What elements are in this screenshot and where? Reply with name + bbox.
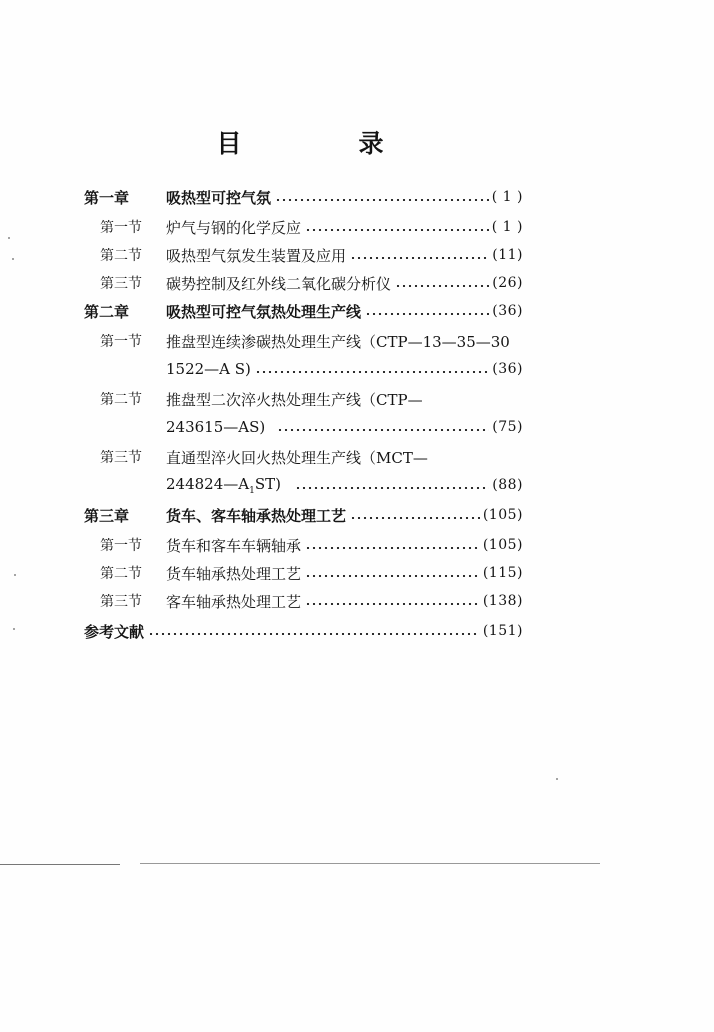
- scan-speck: [13, 628, 15, 630]
- dot-leader: [305, 229, 489, 231]
- toc-section-1-2[interactable]: [100, 244, 523, 266]
- section-label: 第三节: [100, 450, 142, 466]
- dot-leader: [305, 575, 480, 577]
- toc-section-1-1[interactable]: [100, 216, 523, 238]
- section-title: 推盘型连续渗碳热处理生产线（CTP—13—35—30: [166, 332, 510, 351]
- dot-leader: [395, 285, 489, 287]
- scan-speck: [14, 574, 16, 576]
- section-label: 第一节: [100, 220, 142, 236]
- toc-chapter-3[interactable]: [84, 504, 523, 526]
- scan-speck: [556, 778, 558, 780]
- page-number: ( 1 ): [491, 189, 523, 205]
- dot-leader: [305, 547, 480, 549]
- section-label: 第二节: [100, 392, 142, 408]
- page-number: (88): [492, 477, 523, 493]
- page-number: (11): [492, 247, 523, 263]
- page-number: (26): [492, 275, 523, 291]
- dot-leader: [148, 633, 480, 635]
- toc-chapter-1[interactable]: [84, 186, 523, 208]
- dot-leader: [350, 257, 489, 259]
- section-label: 第一节: [100, 538, 142, 554]
- section-label: 第三节: [100, 276, 142, 292]
- page-title: 目 录: [216, 129, 430, 158]
- chapter-title: 吸热型可控气氛: [166, 188, 272, 207]
- references-title: 参考文献: [84, 622, 145, 641]
- section-label: 第二节: [100, 566, 142, 582]
- toc-section-2-2-cont[interactable]: [166, 416, 523, 438]
- page-number: (138): [482, 593, 523, 609]
- page-number: (36): [492, 303, 523, 319]
- chapter-label: 第三章: [84, 506, 130, 525]
- section-label: 第三节: [100, 594, 142, 610]
- page-number: ( 1 ): [491, 219, 523, 235]
- chapter-label: 第二章: [84, 302, 130, 321]
- toc-section-3-1[interactable]: [100, 534, 523, 556]
- page-number: (105): [482, 507, 523, 523]
- scan-speck: [8, 237, 10, 239]
- section-title: 推盘型二次淬火热处理生产线（CTP—: [166, 390, 423, 409]
- toc-section-2-1-cont[interactable]: [166, 358, 523, 380]
- dot-leader: [305, 603, 480, 605]
- section-title-continued: 243615—AS): [166, 418, 266, 436]
- section-title: 货车和客车车辆轴承: [166, 536, 302, 555]
- toc-section-3-2[interactable]: [100, 562, 523, 584]
- scan-artifact-line: [0, 864, 120, 865]
- toc-section-2-3[interactable]: [100, 446, 523, 468]
- section-title: 炉气与钢的化学反应: [166, 218, 302, 237]
- toc-section-2-3-cont[interactable]: [166, 474, 523, 496]
- toc-references[interactable]: [84, 620, 523, 642]
- toc-section-1-3[interactable]: [100, 272, 523, 294]
- dot-leader: [275, 199, 489, 201]
- chapter-title: 吸热型可控气氛热处理生产线: [166, 302, 362, 321]
- section-title-continued: $244824—A_1ST$): [166, 474, 281, 496]
- section-title: 直通型淬火回火热处理生产线（MCT—: [166, 448, 428, 467]
- page-number: (105): [482, 537, 523, 553]
- toc-section-2-1[interactable]: [100, 330, 523, 352]
- dot-leader: [295, 487, 489, 489]
- section-title: 货车轴承热处理工艺: [166, 564, 302, 583]
- toc-section-2-2[interactable]: [100, 388, 523, 410]
- section-label: 第一节: [100, 334, 142, 350]
- page-number: (151): [482, 623, 523, 639]
- scan-artifact-line: [140, 863, 600, 864]
- section-title: 碳势控制及红外线二氧化碳分析仪: [166, 274, 392, 293]
- toc-section-3-3[interactable]: [100, 590, 523, 612]
- dot-leader: [255, 371, 489, 373]
- chapter-title: 货车、客车轴承热处理工艺: [166, 506, 347, 525]
- section-title-continued: 1522—A S): [166, 360, 251, 378]
- section-label: 第二节: [100, 248, 142, 264]
- section-title: 客车轴承热处理工艺: [166, 592, 302, 611]
- dot-leader: [350, 517, 480, 519]
- dot-leader: [277, 429, 489, 431]
- chapter-label: 第一章: [84, 188, 130, 207]
- page-number: (75): [492, 419, 523, 435]
- scan-speck: [12, 258, 14, 260]
- page-number: (36): [492, 361, 523, 377]
- page-number: (115): [482, 565, 523, 581]
- dot-leader: [365, 313, 489, 315]
- toc-chapter-2[interactable]: [84, 300, 523, 322]
- section-title: 吸热型气氛发生装置及应用: [166, 246, 347, 265]
